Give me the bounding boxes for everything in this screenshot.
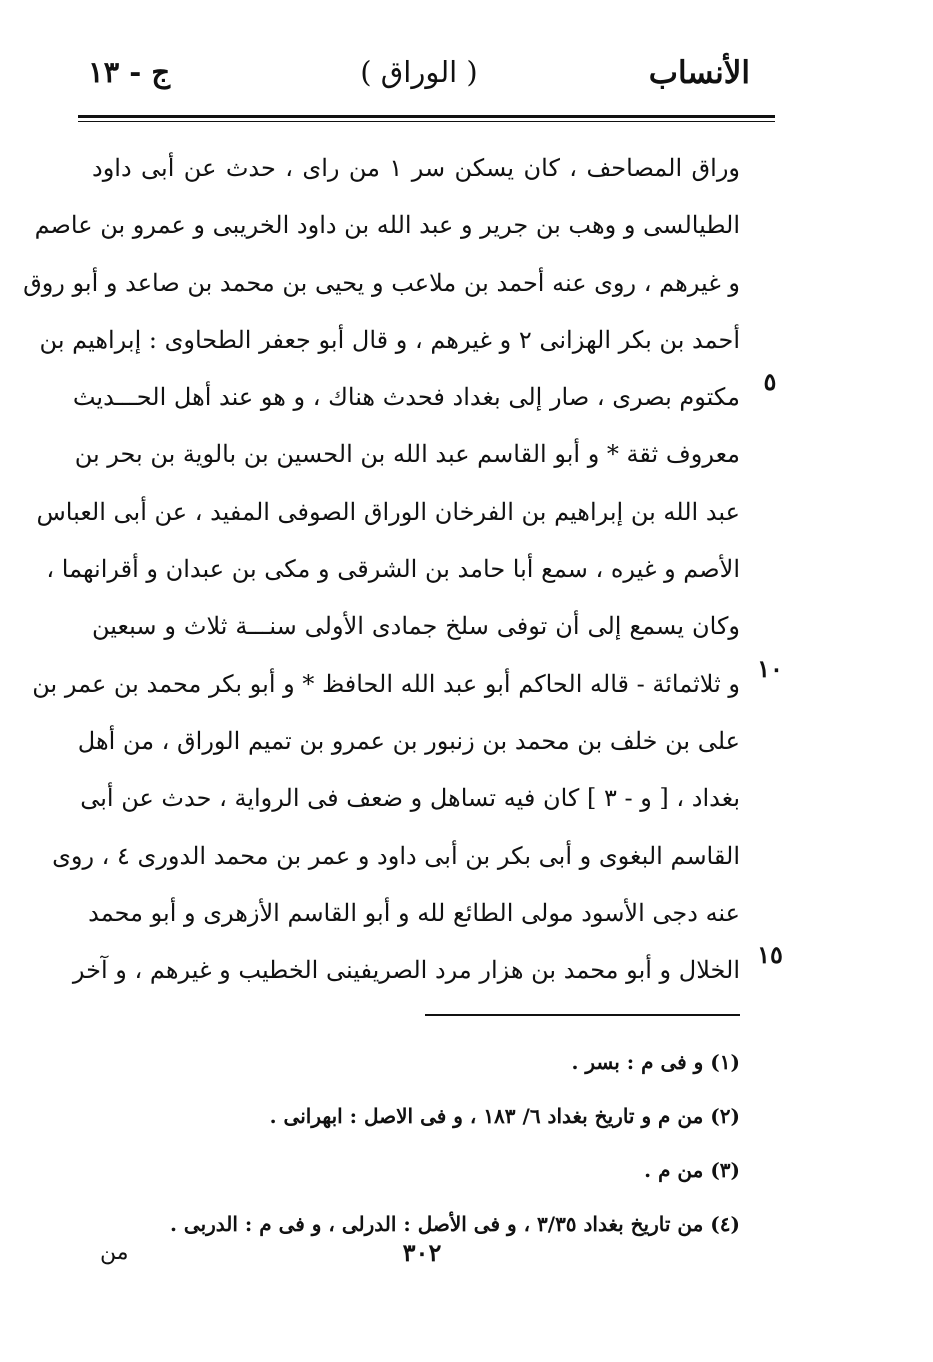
page-number: ٣٠٢ [402, 1238, 442, 1267]
entry-heading: ( الوراق ) [360, 55, 478, 89]
text-line: الخلال و أبو محمد بن هزار مرد الصريفينى الخطيب و غيرهم ، و آخر [72, 956, 740, 985]
footnote-4: (٤) من تاريخ بغداد ٣/٣٥ ، و فى الأصل : الدرلى ، و فى م : الدربى . [169, 1212, 740, 1236]
footnote-1: (١) و فى م : بسر . [571, 1050, 740, 1074]
text-line: مكتوم بصرى ، صار إلى بغداد فحدث هناك ، و هو عند أهل الحـــديث [72, 383, 740, 412]
text-line: وراق المصاحف ، كان يسكن سر ١ من راى ، حدث عن أبى داود [92, 154, 740, 182]
catchword: من [100, 1240, 129, 1265]
line-number-15: ١٥ [757, 940, 783, 969]
text-line: معروف ثقة * و أبو القاسم عبد الله بن الحسين بن بالوية بن بحر بن [74, 440, 740, 469]
text-line: بغداد ، [ و - ٣ ] كان فيه تساهل و ضعف فى الرواية ، حدث عن أبى [80, 784, 740, 813]
footnote-2: (٢) من م و تاريخ بغداد ٦/ ١٨٣ ، و فى الاصل : ابهرانى . [269, 1104, 740, 1128]
text-line: الطيالسى و وهب بن جرير و عبد الله بن داود الخريبى و عمرو بن عاصم [34, 211, 740, 240]
body-text [23, 140, 740, 999]
text-line: القاسم البغوى و أبى بكر بن أبى داود و عمر بن محمد الدورى ٤ ، روى [52, 841, 740, 870]
line-number-5: ٥ [763, 367, 777, 396]
footnote-3: (٣) من م . [644, 1158, 740, 1182]
volume-number: ج - ١٣ [88, 55, 171, 89]
text-line: وكان يسمع إلى أن توفى سلخ جمادى الأولى سنـــة ثلاث و سبعين [92, 612, 740, 641]
text-line: و غيرهم ، روى عنه أحمد بن ملاعب و يحيى بن محمد بن صاعد و أبو روق [23, 268, 740, 297]
line-number-10: ١٠ [757, 654, 783, 683]
text-line: أحمد بن بكر الهزانى ٢ و غيرهم ، و قال أبو جعفر الطحاوى : إبراهيم بن [39, 325, 740, 354]
text-line: و ثلاثمائة - قاله الحاكم أبو عبد الله الحافظ * و أبو بكر محمد بن عمر بن [32, 669, 740, 698]
running-header [88, 55, 750, 105]
text-line: عبد الله بن إبراهيم بن الفرخان الوراق الصوفى المفيد ، عن أبى العباس [36, 497, 740, 526]
text-line: الأصم و غيره ، سمع أبا حامد بن الشرقى و مكى بن عبدان و أقرانهما ، [46, 555, 740, 584]
header-rule-thick [78, 115, 775, 118]
text-line: على بن خلف بن محمد بن زنبور بن عمرو بن تميم الوراق ، من أهل [77, 726, 740, 755]
header-rule-thin [78, 121, 775, 122]
footnote-separator [425, 1014, 740, 1016]
footnotes [170, 1035, 740, 1251]
book-title: الأنساب [648, 55, 750, 91]
text-line: عنه دجى الأسود مولى الطائع لله و أبو القاسم الأزهرى و أبو محمد [88, 898, 740, 927]
